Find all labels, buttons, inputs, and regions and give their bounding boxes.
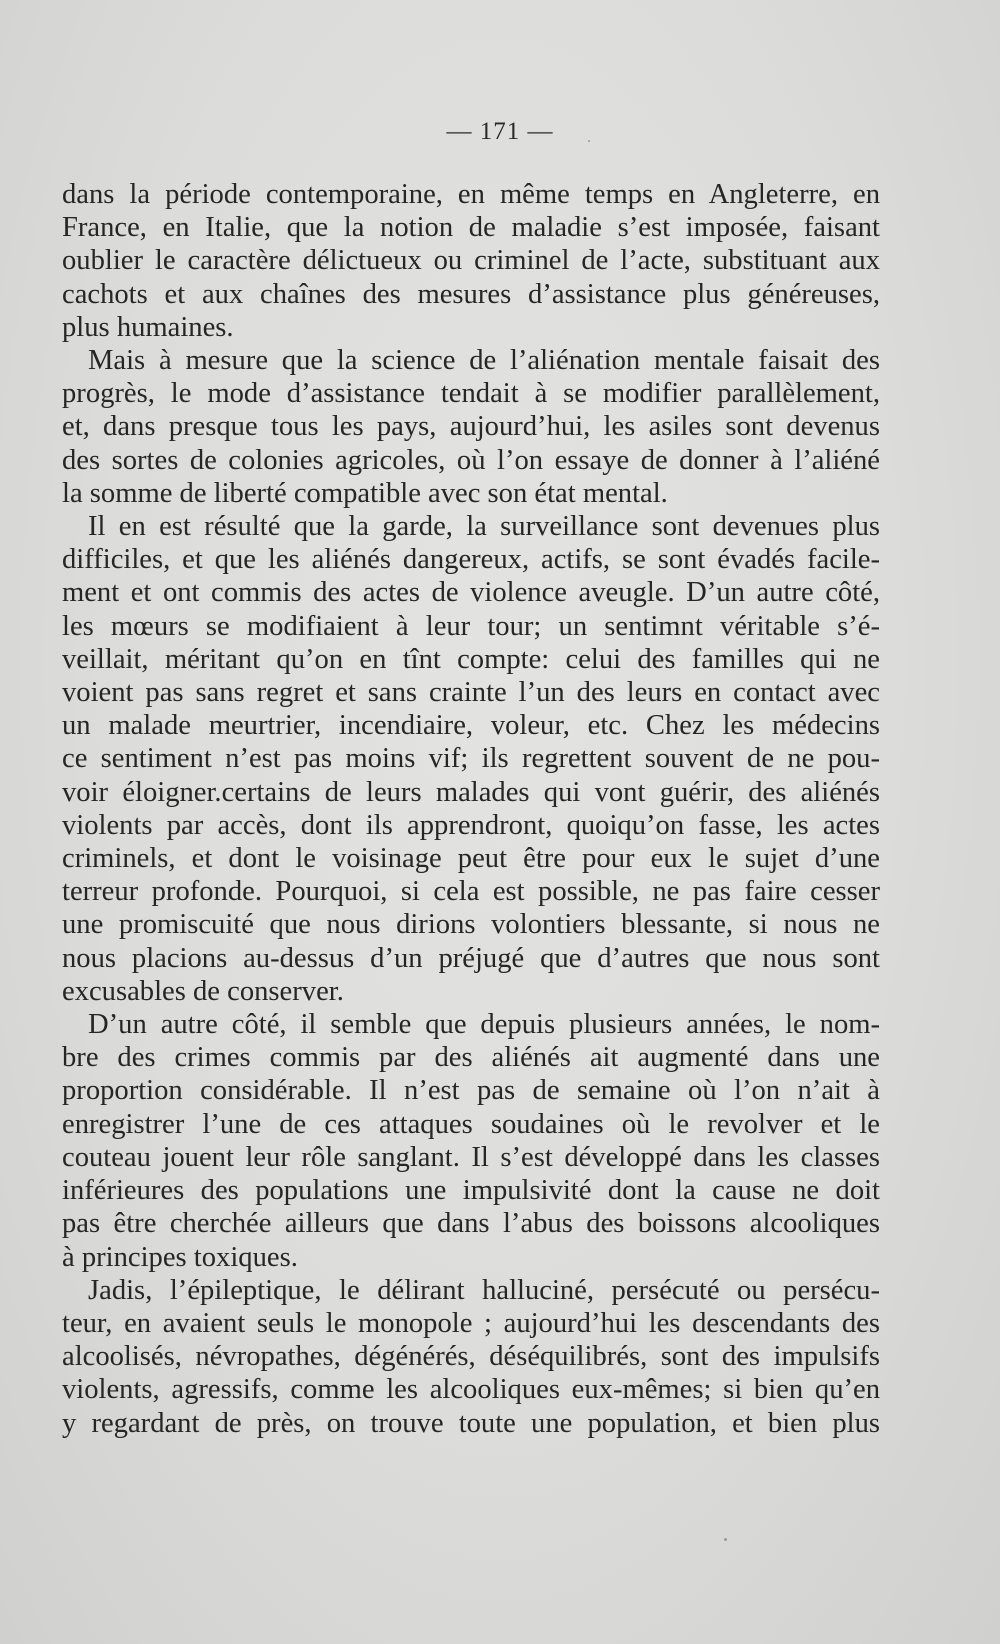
text-line: y regardant de près, on trouve toute une population, et bien plus — [62, 1407, 880, 1439]
text-line: D’un autre côté, il semble que depuis plusieurs années, le nom- — [88, 1009, 880, 1041]
text-line: Jadis, l’épileptique, le délirant halluciné, persécuté ou persécu- — [88, 1274, 880, 1306]
text-line: Il en est résulté que la garde, la surveillance sont devenues plus — [88, 511, 880, 543]
text-line: cachots et aux chaînes des mesures d’assistance plus généreuses, — [62, 278, 880, 310]
text-line: France, en Italie, que la notion de maladie s’est imposée, faisant — [62, 212, 880, 244]
paragraph — [62, 510, 880, 1008]
text-line: nous placions au-dessus d’un préjugé que d’autres que nous sont — [62, 942, 880, 974]
paragraph — [62, 1008, 880, 1274]
text-line: la somme de liberté compatible avec son état mental. — [62, 477, 668, 509]
text-line: difficiles, et que les aliénés dangereux, actifs, se sont évadés facile- — [62, 544, 880, 576]
body-text — [62, 178, 880, 1440]
text-line: voient pas sans regret et sans crainte l’un des leurs en contact avec — [62, 677, 880, 709]
paragraph — [62, 344, 880, 510]
paragraph — [62, 178, 880, 344]
text-line: violents, agressifs, comme les alcooliques eux-mêmes; si bien qu’en — [62, 1374, 880, 1406]
text-line: enregistrer l’une de ces attaques soudaines où le revolver et le — [62, 1108, 880, 1140]
text-line: oublier le caractère délictueux ou criminel de l’acte, substituant aux — [62, 245, 880, 277]
text-line: Mais à mesure que la science de l’aliénation mentale faisait des — [88, 345, 880, 377]
text-line: les mœurs se modifiaient à leur tour; un sentimnt véritable s’é- — [62, 610, 880, 642]
text-line: progrès, le mode d’assistance tendait à se modifier parallèlement, — [62, 378, 880, 410]
text-line: violents par accès, dont ils apprendront, quoiqu’on fasse, les actes — [62, 809, 880, 841]
text-line: alcoolisés, névropathes, dégénérés, déséquilibrés, sont des impulsifs — [62, 1341, 880, 1373]
text-line: et, dans presque tous les pays, aujourd’hui, les asiles sont devenus — [62, 411, 880, 443]
text-line: ment et ont commis des actes de violence aveugle. D’un autre côté, — [62, 577, 880, 609]
paragraph — [62, 1274, 880, 1440]
text-line: couteau jouent leur rôle sanglant. Il s’est développé dans les classes — [62, 1141, 880, 1173]
text-line: criminels, et dont le voisinage peut être pour eux le sujet d’une — [62, 843, 880, 875]
text-line: dans la période contemporaine, en même temps en Angleterre, en — [62, 179, 880, 210]
text-line: un malade meurtrier, incendiaire, voleur, etc. Chez les médecins — [62, 710, 880, 742]
text-line: voir éloigner.certains de leurs malades qui vont guérir, des aliénés — [62, 776, 880, 808]
text-line: veillait, méritant qu’on en tînt compte: celui des familles qui ne — [62, 643, 880, 675]
text-line: des sortes de colonies agricoles, où l’on essaye de donner à l’aliéné — [62, 444, 880, 476]
text-line: excusables de conserver. — [62, 975, 344, 1007]
text-line: pas être cherchée ailleurs que dans l’abus des boissons alcooliques — [62, 1208, 880, 1240]
text-line: inférieures des populations une impulsivité dont la cause ne doit — [62, 1175, 880, 1207]
text-line: une promiscuité que nous dirions volontiers blessante, si nous ne — [62, 909, 880, 941]
text-line: terreur profonde. Pourquoi, si cela est possible, ne pas faire cesser — [62, 876, 880, 908]
text-line: bre des crimes commis par des aliénés ait augmenté dans une — [62, 1042, 880, 1074]
text-line: ce sentiment n’est pas moins vif; ils regrettent souvent de ne pou- — [62, 743, 880, 775]
paper-speck — [588, 140, 590, 142]
text-line: à principes toxiques. — [62, 1241, 298, 1273]
text-line: teur, en avaient seuls le monopole ; aujourd’hui les descendants des — [62, 1307, 880, 1339]
text-line: proportion considérable. Il n’est pas de semaine où l’on n’ait à — [62, 1075, 880, 1107]
page-number: — 171 — — [446, 118, 554, 145]
paper-speck — [724, 1538, 727, 1541]
text-line: plus humaines. — [62, 311, 234, 343]
